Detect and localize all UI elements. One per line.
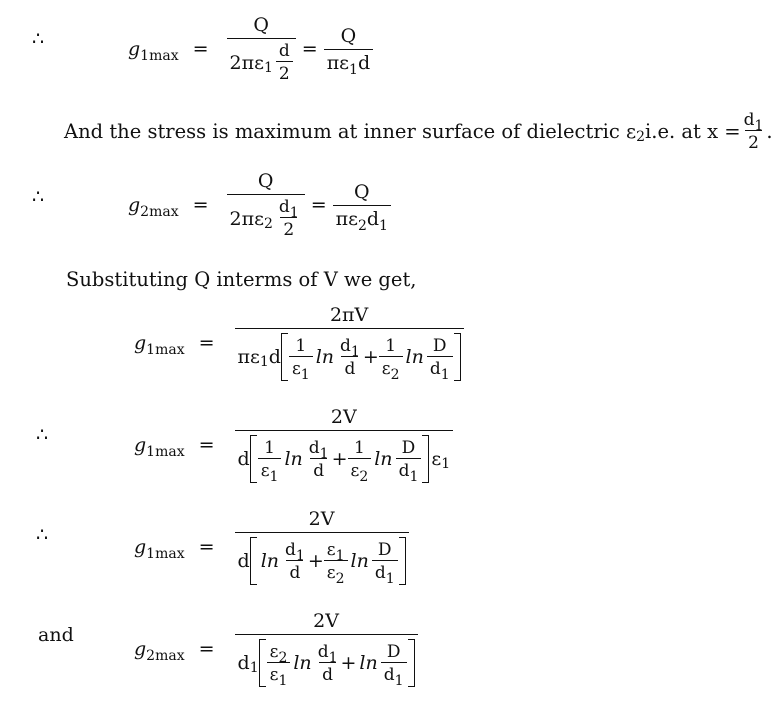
lhs: $g_{1max}$ (134, 331, 185, 358)
fraction: 2V d $\frac{1}{\varepsilon_1}$ ln $\frac{d_1}{d}$ + $\frac{1}{\varepsilon_2}$ ln $\frac{D}{d_1}$ ε 1 (235, 406, 454, 483)
equation-g2max-2 (134, 610, 418, 687)
fraction: Q 2πε 2 $\frac{d_1}{2}$ (227, 170, 305, 240)
equals-sign: = (301, 38, 318, 60)
fraction: $\frac{Q}{\pi\varepsilon_1d}$ (324, 25, 373, 74)
lhs: $g_{1max}$ (134, 535, 185, 562)
equation-g2max-1 (128, 170, 391, 240)
paragraph-substituting: Substituting Q interms of V we get, (66, 268, 417, 291)
equals-sign: = (310, 194, 327, 216)
equation-g1max-1 (128, 14, 373, 84)
equals-sign: = (198, 637, 215, 660)
therefore-symbol-3: ∴ (36, 424, 49, 446)
lhs: $g_{2max}$ (128, 194, 179, 220)
fraction: Q 2πε 1 $\frac{d}{2}$ (227, 14, 296, 84)
lhs: $g_{2max}$ (134, 637, 185, 664)
equation-g1max-4 (134, 508, 409, 585)
fraction: 2πV πε 1 d $\frac{1}{\varepsilon_1}$ ln $\frac{d_1}{d}$ + $\frac{1}{\varepsilon_2}$ ln $\frac{D}{d_1}$ (235, 304, 464, 381)
therefore-symbol-4: ∴ (36, 524, 49, 546)
equals-sign: = (192, 194, 209, 216)
equation-g1max-2 (134, 304, 464, 381)
equals-sign: = (198, 535, 215, 558)
fraction: 2V d ln $\frac{d_1}{d}$ + $\frac{\varepsilon_1}{\varepsilon_2}$ ln $\frac{D}{d_1}$ (235, 508, 409, 585)
therefore-symbol-1: ∴ (32, 28, 45, 50)
equals-sign: = (198, 433, 215, 456)
and-label: and (38, 624, 74, 646)
lhs: $g_{1max}$ (128, 38, 179, 64)
equals-sign: = (192, 38, 209, 60)
fraction: $\frac{Q}{\pi\varepsilon_2d_1}$ (333, 181, 391, 230)
therefore-symbol-2: ∴ (32, 186, 45, 208)
paragraph-stress-maximum: And the stress is maximum at inner surface of dielectric ε 2 i.e. at x = $\frac{d_1}{2}$ . (64, 110, 773, 153)
equals-sign: = (198, 331, 215, 354)
lhs: $g_{1max}$ (134, 433, 185, 460)
fraction: 2V d 1 $\frac{\varepsilon_2}{\varepsilon_1}$ ln $\frac{d_1}{d}$ + ln $\frac{D}{d_1}$ (235, 610, 418, 687)
equation-g1max-3 (134, 406, 453, 483)
